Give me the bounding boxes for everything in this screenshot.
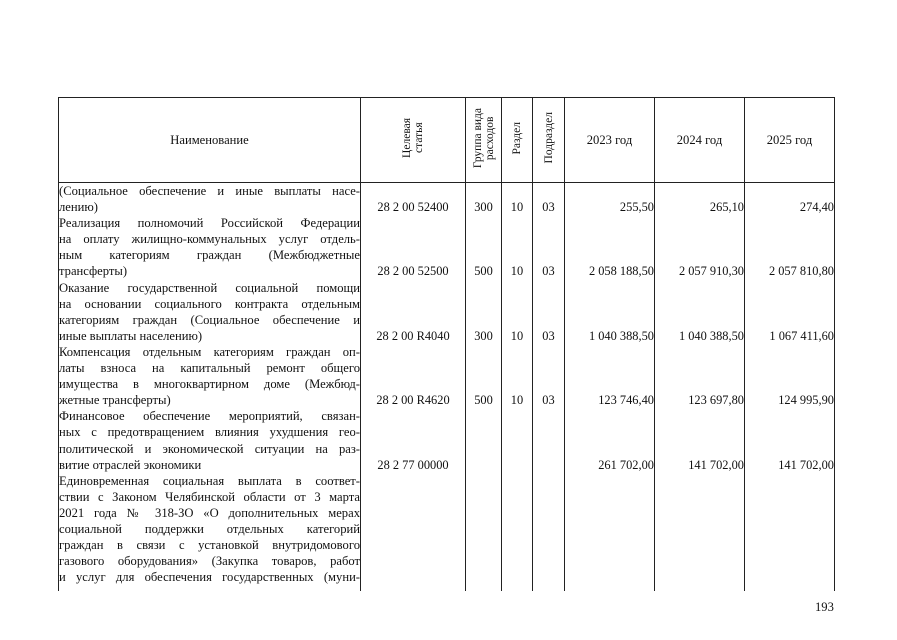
row-2023: 255,50 — [565, 183, 655, 216]
header-section: Раздел — [502, 98, 533, 183]
row-name-line: Компенсация отдельным категориям граждан оп- — [59, 344, 360, 359]
row-section — [502, 408, 533, 472]
row-name — [59, 408, 361, 472]
row-name-line: на оплату жилищно-коммунальных услуг отдель- — [59, 232, 360, 247]
row-group — [466, 473, 502, 591]
row-name-line: витие отраслей экономики — [59, 457, 202, 472]
row-name-line: Финансовое обеспечение мероприятий, связан- — [59, 409, 360, 424]
row-group: 300 — [466, 280, 502, 344]
row-2025: 2 057 810,80 — [745, 215, 835, 279]
header-group: Группа вида расходов — [466, 98, 502, 183]
row-2025 — [745, 473, 835, 591]
row-name-line: латы взноса на капитальный ремонт общего — [59, 361, 360, 376]
row-name-line: имущества в многоквартирном доме (Межбюд- — [59, 377, 360, 392]
row-2024: 265,10 — [655, 183, 745, 216]
row-name-line: ствии с Законом Челябинской области от 3 марта — [59, 489, 360, 504]
row-2024: 141 702,00 — [655, 408, 745, 472]
page-number: 193 — [815, 600, 834, 614]
row-name-line: граждан в связи с установкой внутридомового — [59, 538, 360, 553]
row-2024: 123 697,80 — [655, 344, 745, 408]
row-name — [59, 344, 361, 408]
row-name-line: социальной поддержки отдельных категорий — [59, 521, 360, 536]
table-row — [59, 183, 835, 216]
row-name-line: ных с предотвращением влияния ухудшения гео- — [59, 425, 360, 440]
row-name — [59, 215, 361, 279]
row-group: 500 — [466, 215, 502, 279]
row-name-line: и услуг для обеспечения государственных (муни- — [59, 570, 360, 585]
row-2024: 2 057 910,30 — [655, 215, 745, 279]
row-target: 28 2 77 00000 — [361, 408, 466, 472]
table-row — [59, 408, 835, 472]
row-2023: 1 040 388,50 — [565, 280, 655, 344]
row-2025: 124 995,90 — [745, 344, 835, 408]
row-name-line: Единовременная социальная выплата в соответ- — [59, 473, 360, 488]
row-name-line: газового оборудования» (Закупка товаров, работ — [59, 554, 360, 569]
row-name-line: ным категориям граждан (Межбюджетные — [59, 248, 360, 263]
row-group: 500 — [466, 344, 502, 408]
table-body — [59, 183, 835, 591]
row-section: 10 — [502, 183, 533, 216]
row-subsection: 03 — [533, 215, 565, 279]
header-2025: 2025 год — [745, 98, 835, 183]
row-2023: 261 702,00 — [565, 408, 655, 472]
row-name — [59, 183, 361, 216]
row-2025: 274,40 — [745, 183, 835, 216]
header-2024: 2024 год — [655, 98, 745, 183]
row-section: 10 — [502, 280, 533, 344]
header-target: Целевая статья — [361, 98, 466, 183]
row-name-line: трансферты) — [59, 264, 128, 279]
row-2023 — [565, 473, 655, 591]
row-section: 10 — [502, 344, 533, 408]
row-subsection: 03 — [533, 183, 565, 216]
row-name-line: на основании социального контракта отдельным — [59, 296, 360, 311]
row-name — [59, 280, 361, 344]
row-name-line: жетные трансферты) — [59, 393, 171, 408]
row-section: 10 — [502, 215, 533, 279]
header-2023: 2023 год — [565, 98, 655, 183]
row-2024: 1 040 388,50 — [655, 280, 745, 344]
table-row — [59, 280, 835, 344]
table-row — [59, 473, 835, 591]
row-name-line: категориям граждан (Социальное обеспечение и — [59, 312, 360, 327]
row-name-line: политической и экономической ситуации на раз- — [59, 441, 360, 456]
row-2023: 2 058 188,50 — [565, 215, 655, 279]
table-row — [59, 344, 835, 408]
row-target: 28 2 00 R4040 — [361, 280, 466, 344]
row-name — [59, 473, 361, 591]
row-target — [361, 473, 466, 591]
row-target: 28 2 00 52500 — [361, 215, 466, 279]
row-target: 28 2 00 R4620 — [361, 344, 466, 408]
row-name-line: Реализация полномочий Российской Федерации — [59, 216, 360, 231]
row-section — [502, 473, 533, 591]
header-name: Наименование — [59, 98, 361, 183]
row-target: 28 2 00 52400 — [361, 183, 466, 216]
row-name-line: (Социальное обеспечение и иные выплаты насе- — [59, 184, 360, 198]
row-2025: 141 702,00 — [745, 408, 835, 472]
row-name-line: иные выплаты населению) — [59, 328, 203, 343]
row-group — [466, 408, 502, 472]
row-2024 — [655, 473, 745, 591]
row-subsection: 03 — [533, 280, 565, 344]
row-subsection — [533, 408, 565, 472]
row-2025: 1 067 411,60 — [745, 280, 835, 344]
row-name-line: Оказание государственной социальной помощи — [59, 280, 360, 295]
budget-table — [58, 97, 835, 591]
row-subsection — [533, 473, 565, 591]
row-subsection: 03 — [533, 344, 565, 408]
row-2023: 123 746,40 — [565, 344, 655, 408]
row-group: 300 — [466, 183, 502, 216]
row-name-line: лению) — [59, 200, 98, 215]
header-subsection: Подраздел — [533, 98, 565, 183]
table-header-row — [59, 98, 835, 183]
table-row — [59, 215, 835, 279]
row-name-line: 2021 года № 318-ЗО «О дополнительных мерах — [59, 505, 360, 520]
